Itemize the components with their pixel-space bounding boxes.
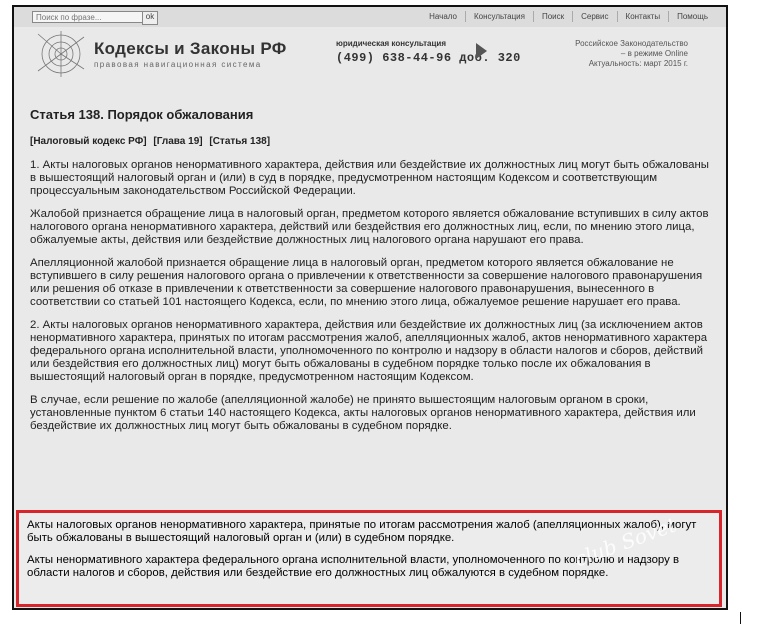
nav-service[interactable]: Сервис bbox=[572, 11, 616, 22]
online-line-3: Актуальность: март 2015 г. bbox=[588, 59, 688, 68]
online-info bbox=[575, 39, 688, 69]
article-paragraph: 2. Акты налоговых органов ненормативного характера, действия или бездействие их должностных лиц (за исключением актов ненормативного характера, принятых по итогам рассмотрения жалоб, апелляционных жалоб, актов ненормативного характера федерального органа исполнительной власти, уполномоченного по контролю и надзору в области налогов и сборов, действий или бездействия его должностных лиц) могут быть обжалованы в судебном порядке только после их обжалования в вышестоящий налоговый орган в порядке, предусмотренном настоящим Кодексом. bbox=[30, 319, 708, 383]
nav-search[interactable]: Поиск bbox=[533, 11, 572, 22]
breadcrumb-article[interactable]: [Статья 138] bbox=[209, 136, 271, 147]
breadcrumb-code[interactable]: [Налоговый кодекс РФ] bbox=[30, 136, 147, 147]
nav-home[interactable]: Начало bbox=[429, 12, 457, 21]
article-paragraph: 1. Акты налоговых органов ненормативного характера, действия или бездействие их должностных лиц могут быть обжалованы в вышестоящий налоговый орган и (или) в суд в порядке, предусмотренном настоящим Кодексом и соответствующим процессуальным законодательством Российской Федерации. bbox=[30, 159, 709, 197]
article-title: Статья 138. Порядок обжалования bbox=[30, 107, 254, 122]
article-paragraph: В случае, если решение по жалобе (апелляционной жалобе) не принято вышестоящим налоговым органом в сроки, установленные пунктом 6 статьи 140 настоящего Кодекса, акты налоговых органов ненормативного характера, действия или бездействие их должностных лиц могут быть обжалованы в судебном порядке. bbox=[30, 394, 696, 432]
consultation-label: юридическая консультация bbox=[336, 39, 446, 48]
highlighted-paragraph: Акты ненормативного характера федерального органа исполнительной власти, уполномоченного по контролю и надзору в области налогов и сборов, действия или бездействие его должностных лиц обжалуются в судебном порядке. bbox=[27, 554, 680, 579]
spiderweb-logo-icon bbox=[36, 29, 86, 79]
nav-contacts[interactable]: Контакты bbox=[617, 11, 669, 22]
top-bar bbox=[14, 7, 726, 27]
site-subtitle: правовая навигационная система bbox=[94, 60, 262, 69]
article-paragraph: Жалобой признается обращение лица в налоговый орган, предметом которого является обжалование вступивших в силу актов налогового органа ненормативного характера, действий или бездействия его должностных лиц, если, по мнению этого лица, обжалуемые акты, действия или бездействие должностных лиц налогового органа нарушают его права. bbox=[30, 208, 709, 246]
breadcrumb bbox=[30, 136, 712, 147]
online-line-1: Российское Законодательство bbox=[575, 39, 688, 48]
arrow-right-icon[interactable] bbox=[476, 43, 487, 59]
article-content bbox=[30, 107, 712, 443]
highlighted-paragraph: Акты налоговых органов ненормативного характера, принятые по итогам рассмотрения жалоб (апелляционных жалоб), могут быть обжалованы в вышестоящий налоговый орган и (или) в судебном порядке. bbox=[27, 519, 697, 544]
phone-number[interactable]: (499) 638-44-96 доб. 320 bbox=[336, 51, 521, 65]
watermark-logo: club Sovet bbox=[571, 512, 680, 572]
search-input[interactable] bbox=[32, 11, 150, 23]
nav-consultation[interactable]: Консультация bbox=[465, 11, 533, 22]
breadcrumb-chapter[interactable]: [Глава 19] bbox=[153, 136, 203, 147]
online-line-2: – в режиме Online bbox=[620, 49, 688, 58]
article-paragraph: Апелляционной жалобой признается обращение лица в налоговый орган, предметом которого является обжалование не вступившего в силу решения налогового органа о привлечении к ответственности за совершение налогового правонарушения или решения об отказе в привлечении к ответственности за совершение налогового правонарушения, вынесенного в соответствии со статьей 101 настоящего Кодекса, если, по мнению этого лица, обжалуемое решение нарушает его права. bbox=[30, 257, 703, 308]
search-ok-button[interactable]: ok bbox=[142, 11, 158, 25]
site-header bbox=[14, 27, 726, 82]
top-nav bbox=[421, 11, 716, 22]
highlighted-section bbox=[16, 510, 722, 607]
nav-help[interactable]: Помощь bbox=[668, 11, 716, 22]
site-title[interactable]: Кодексы и Законы РФ bbox=[94, 39, 287, 58]
text-cursor bbox=[740, 612, 741, 624]
